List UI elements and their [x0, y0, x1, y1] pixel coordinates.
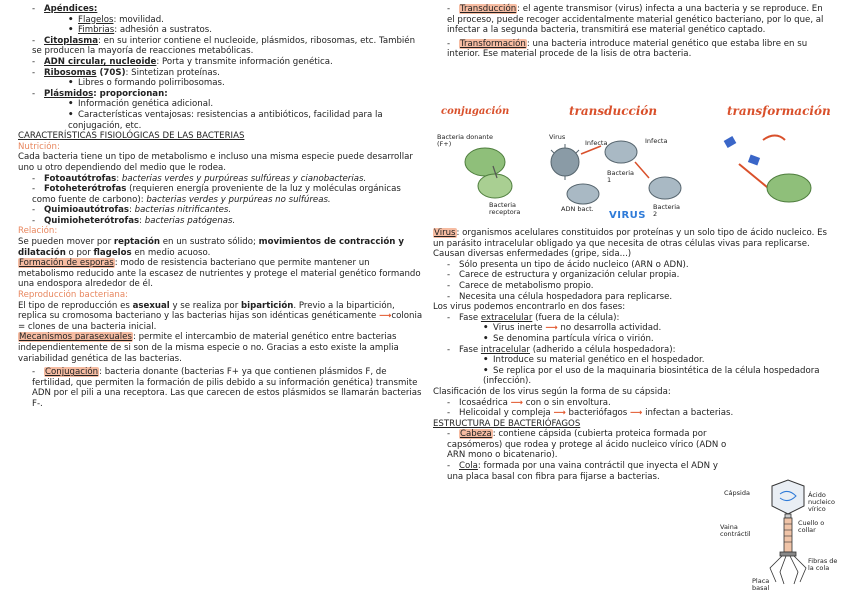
- arrow-icon: ⟶: [379, 311, 392, 322]
- infecta1-label: Infecta: [585, 139, 608, 147]
- cuello-label: Cuello o collar: [798, 519, 825, 534]
- cola-item: - Cola: formada por una vaina contráctil que inyecta el ADN y una placa basal con fibra para fijarse a bacterias.: [433, 461, 729, 482]
- adn-item: - ADN circular, nucleoide: Porta y transmite información genética.: [18, 57, 423, 68]
- list-item: - Sólo presenta un tipo de ácido nucleico (ARN o ADN).: [433, 260, 835, 271]
- donante-label: Bacteria donante (F+): [437, 133, 493, 148]
- fisiologicas-heading: CARACTERÍSTICAS FISIOLÓGICAS DE LAS BACTERIAS: [18, 131, 245, 142]
- infecta2-label: Infecta: [645, 137, 668, 145]
- virus-definition: Virus: organismos acelulares constituidos por proteínas y un solo tipo de ácido nucleico. Es un parásito intracelular obligado ya que necesita de otras células vivas para replicarse. Causan diversas enfermedades (gripe, sida...): [433, 228, 828, 260]
- recipient-bacterium-icon: [767, 174, 811, 202]
- bacteriofago-text: [433, 429, 729, 482]
- list-item: - Helicoidal y compleja ⟶ bacteriófagos ⟶ infectan a bacterias.: [433, 408, 835, 419]
- bacteria1-icon: [605, 141, 637, 163]
- arrow-icon: [581, 146, 601, 154]
- list-item: - Quimioheterótrofas: bacterias patógenas.: [18, 216, 423, 227]
- list-item: - Icosaédrica ⟶ con o sin envoltura.: [433, 398, 835, 409]
- conjugacion-text: - Conjugación: bacteria donante (bacterias F+ ya que contienen plásmidos F, de fertilidad, que permiten la formación de pilis debido a su información genética) transmite ADN por el pili a una receptora. Las que carecen de estos plásmidos se llamarán bacterias F-.: [18, 367, 423, 409]
- list-item: - Fotoheterótrofas (requieren energía proveniente de la luz y moléculas orgánicas como fuente de carbono): bacterias verdes y purpúreas no sulfúreas.: [18, 184, 423, 205]
- ribosomas-item: - Ribosomas (70S): Sintetizan proteínas.: [18, 68, 423, 79]
- fase-intracelular: - Fase intracelular (adherido a célula hospedadora):: [433, 345, 835, 356]
- list-item: • Flagelos: movilidad.: [18, 15, 423, 26]
- list-item: • Información genética adicional.: [18, 99, 423, 110]
- left-column: [18, 4, 423, 410]
- nutricion-intro: Cada bacteria tiene un tipo de metabolismo e incluso una misma especie puede desarrollar uno u otro dependiendo del medio que le rodea.: [18, 152, 413, 173]
- transformacion-label: transformación: [727, 104, 831, 118]
- fibras-label: Fibras de la cola: [808, 557, 838, 572]
- receptor-bacterium-icon: [478, 174, 512, 198]
- vaina-label: Vaina contráctil: [720, 523, 751, 538]
- fase-extracelular: - Fase extracelular (fuera de la célula):: [433, 313, 835, 324]
- arrow-icon: [635, 162, 649, 178]
- arrow-icon: ⟶: [545, 323, 558, 334]
- list-item: - Necesita una célula hospedadora para replicarse.: [433, 292, 835, 303]
- transduccion-label: transducción: [569, 104, 658, 118]
- parasexuales-text: Mecanismos parasexuales: permite el intercambio de material genético entre bacterias independientemente de si son de la misma especie o no. Gracias a esto existe la amplia variabilidad genética de las bacterias.: [18, 332, 399, 364]
- plasmidos-item: - Plásmidos: proporcionan:: [18, 89, 423, 100]
- list-item: - Carece de estructura y organización celular propia.: [433, 270, 835, 281]
- capsida-label: Cápsida: [724, 489, 750, 497]
- bacteria-gene-transfer-figure: [433, 104, 833, 226]
- receptora-label: Bacteria receptora: [489, 201, 521, 216]
- cabeza-item: - Cabeza: contiene cápsida (cubierta proteica formada por capsómeros) que rodea y protege al ácido nucleico vírico (ADN o ARN mono o bicatenario).: [433, 429, 729, 461]
- citoplasma-item: - Citoplasma: en su interior contiene el nucleoide, plásmidos, ribosomas, etc. También se producen la mayoría de reacciones metabólicas.: [18, 36, 423, 57]
- clasificacion-intro: Clasificación de los virus según la forma de su cápsida:: [433, 386, 671, 397]
- placa-label: Placa basal: [752, 577, 770, 592]
- list-item: • Características ventajosas: resistencias a antibióticos, facilidad para la conjugación, etc.: [18, 110, 423, 131]
- virus-infected-cell-icon: [551, 148, 579, 176]
- arrow-icon: ⟶: [630, 408, 643, 419]
- relacion-heading: Relación:: [18, 226, 58, 237]
- bacteria2-label: Bacteria 2: [653, 203, 681, 218]
- reproduccion-heading: Reproducción bacteriana:: [18, 290, 129, 301]
- fases-intro: Los virus podemos encontrarlo en dos fases:: [433, 302, 626, 313]
- donor-bacterium-icon: [465, 148, 505, 176]
- arrow-icon: ⟶: [553, 408, 566, 419]
- conjugacion-label: conjugación: [441, 106, 510, 117]
- arrow-icon: ⟶: [510, 397, 523, 408]
- bacteriophage-diagram: [720, 478, 842, 596]
- list-item: • Virus inerte ⟶ no desarrolla actividad.: [433, 323, 835, 334]
- list-item: - Quimioautótrofas: bacterias nitrificantes.: [18, 205, 423, 216]
- apendices-heading: - Apéndices:: [18, 4, 423, 15]
- transduccion-text: - Transducción: el agente transmisor (virus) infecta a una bacteria y se reproduce. En el proceso, puede recoger accidentalmente material genético bacteriano, por lo que, al infectar a la segunda bacteria, transmitirá ese material genético captado.: [433, 4, 833, 36]
- list-item: • Se denomina partícula vírica o virión.: [433, 334, 835, 345]
- reproduccion-text: El tipo de reproducción es asexual y se realiza por bipartición. Previo a la bipartición, replica su cromosoma bacteriano y las bacterias hijas son idénticas genéticamente ⟶colonia = clones de una bacteria inicial.: [18, 300, 423, 332]
- relacion-text: Se pueden mover por reptación en un sustrato sólido; movimientos de contracción y dilatación o por flagelos en medio acuoso.: [18, 237, 404, 258]
- right-column: [433, 4, 833, 60]
- acido-label: Ácido nucleico vírico: [808, 491, 835, 513]
- list-item: - Fotoautótrofas: bacterias verdes y purpúreas sulfúreas y cianobacterias.: [18, 174, 423, 185]
- virus-caption: VIRUS: [609, 210, 646, 221]
- list-item: - Carece de metabolismo propio.: [433, 281, 835, 292]
- bacteriofagos-heading: ESTRUCTURA DE BACTERIÓFAGOS: [433, 418, 581, 429]
- list-item: • Libres o formando polirribosomas.: [18, 78, 423, 89]
- bacteria2-icon: [649, 177, 681, 199]
- list-item: • Fimbrias: adhesión a sustratos.: [18, 25, 423, 36]
- list-item: • Introduce su material genético en el hospedador.: [433, 355, 835, 366]
- virus-section: [433, 228, 835, 482]
- bacteria1-label: Bacteria 1: [607, 169, 635, 184]
- list-item: • Se replica por el uso de la maquinaria biosintética de la célula hospedadora (infección).: [433, 366, 835, 387]
- curved-arrow-icon: [763, 136, 785, 141]
- nutricion-heading: Nutrición:: [18, 141, 60, 152]
- virus-label: Virus: [549, 133, 566, 141]
- adn-bact-label: ADN bact.: [561, 205, 594, 213]
- dna-fragment-icon: [724, 136, 737, 148]
- esporas-text: Formación de esporas: modo de resistencia bacteriano que permite mantener un metabolismo reducido ante la escasez de nutrientes y protege el material genético formando una endospora alrededor de él.: [18, 258, 421, 290]
- dna-fragment-icon: [748, 155, 760, 166]
- transformacion-text: - Transformación: una bacteria introduce material genético que estaba libre en su interior. Ese material procede de la lisis de otra bacteria.: [433, 39, 833, 60]
- bacteria-icon: [567, 184, 599, 204]
